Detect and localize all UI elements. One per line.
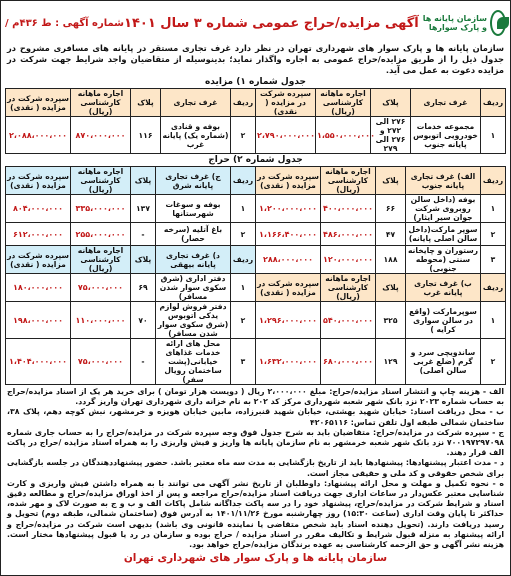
table-cell: ۶۸۰،۰۰۰،۰۰۰ (321, 339, 376, 385)
table-cell: ۲ (231, 223, 256, 246)
table-cell: مجموعه خدمات خودرویی اتوبوس پایانه جنوب (411, 117, 481, 154)
table-row (6, 195, 506, 223)
table-cell: ۳ (231, 339, 256, 385)
organization-logo (419, 10, 506, 36)
table2-subheader-cell: پلاک (131, 246, 156, 274)
table-cell: ۶۶ (376, 195, 406, 223)
table2-subheader-cell: سپرده شرکت در مزایده ( نقدی) (6, 246, 71, 274)
table1-title: جدول شماره ۱) مزایده (204, 77, 307, 87)
table-cell: ۱ (231, 274, 256, 302)
table-cell: سوپرمارکت (واقع در سالن سواری کرایه ) (406, 302, 481, 339)
table-cell: ۱۲۰،۰۰۰،۰۰۰ (321, 246, 376, 274)
table-cell: ۱۲۹ (376, 339, 406, 385)
table-cell: ۲ (481, 223, 506, 246)
table1-header-cell: اجاره ماهانه کارشناسی (ریال) (71, 89, 131, 117)
table-cell: ۴۸۶،۰۰۰،۰۰۰ (321, 223, 376, 246)
notes-section (7, 387, 504, 550)
table-cell: ۲۵۵،۰۰۰،۰۰۰ (71, 223, 131, 246)
table-cell: ۳۲۵ (376, 302, 406, 339)
table1-header-cell: ردیف (231, 89, 256, 117)
table2-subheader-cell: ردیف (231, 246, 256, 274)
table-cell: ۱ (481, 117, 506, 154)
table2-header-cell: ج) غرف تجاری پایانه شرق (156, 167, 231, 195)
table2-subheader-cell: اجاره ماهانه کارشناسی (ریال) (321, 274, 376, 302)
table-cell: ۱ (481, 302, 506, 339)
table2-header-cell: اجاره ماهانه کارشناسی (ریال) (71, 167, 131, 195)
table-row (6, 274, 506, 302)
table-cell: بوفه و سوغات شهرستانها (156, 195, 231, 223)
table2-header-cell: سپرده شرکت در مزایده ( نقدی) (256, 167, 321, 195)
table1-header-cell: ردیف (481, 89, 506, 117)
table2-header-cell: پلاک (131, 167, 156, 195)
leaf-logo-icon (490, 10, 506, 36)
intro-paragraph: سازمان پایانه ها و پارک سوار های شهرداری تهران در نظر دارد غرف تجاری مستقر در پایانه های مسافری مشروح در جدول ذیل را از طریق مزایده/حراج عمومی به اجاره واگذار نماید؛ بدینوسیله از متقاضیان واجد شرایط جهت شرکت در مزایده دعوت به عمل می آید. (7, 43, 504, 75)
table-cell: ۱۱۶ (131, 117, 161, 154)
table-cell: بوفه و قنادی (شماره یک) پایانه غرب (161, 117, 231, 154)
note-deposit: ج - سپرده شرکت در مزایده/حراج: متقاضیان باید به شرح جدول فوق وجه سپرده شرکت در مزایده/حراج را به حساب جاری شماره ۷۰۰۱۹۷۲۹۷۰۹۸ نزد بانک شهر شعبه خرمشهر به نام سازمان پایانه ها واریز و فیش واریزی را به همراه اسناد مزایده /حراج در پاکت الف قرار دهند. (7, 427, 504, 458)
table-cell: ۱۹۸،۰۰۰،۰۰۰ (6, 302, 71, 339)
table-cell: ۲ (231, 117, 256, 154)
table-cell: محل های ارائه خدمات غذاهای خیابانی(پشت ساختمان رویال سفر) (156, 339, 231, 385)
footer-signature: سازمان پایانه ها و پارک سوار های شهرداری تهران (123, 552, 388, 565)
table-row (6, 246, 506, 274)
table-cell: ۸۰۴،۰۰۰،۰۰۰ (6, 195, 71, 223)
table-cell: ۸۷۰،۰۰۰،۰۰۰ (71, 117, 131, 154)
table-cell: ۱ (231, 195, 256, 223)
table-cell: ۴۷ (376, 223, 406, 246)
table-cell: دفتر فروش لوازم یدکی اتوبوس (شرق سکوی سوار شدن مسافر) (156, 302, 231, 339)
table-cell: ۱۳۷ (131, 195, 156, 223)
table1-header-cell: اجاره ماهانه کارشناسی (ریال) (316, 89, 371, 117)
table-cell: دفتر اداری (شرق سکوی سوار شدن مسافر) (156, 274, 231, 302)
table2-header-cell: اجاره ماهانه کارشناسی (ریال) (321, 167, 376, 195)
table-row (6, 223, 506, 246)
table-row (6, 117, 506, 154)
table1-header-row (6, 89, 506, 117)
notice-title: آگهی مزایده/حراج عمومی شماره ۳ سال ۱۴۰۱ (124, 15, 419, 31)
table-cell: رستوران و چایخانه سنتی (محوطه جنوبی) (406, 246, 481, 274)
header (5, 4, 506, 42)
table2-header-cell: سپرده شرکت در مزایده ( نقدی) (6, 167, 71, 195)
table-cell: ۱۱۰،۰۰۰،۰۰۰ (71, 302, 131, 339)
note-validity: د - مدت اعتبار پیشنهادها: پیشنهادها باید از تاریخ بازگشایی به مدت سه ماه معتبر باشد. حضور پیشنهاددهندگان در جلسه بازگشایی برای شخص حقوقی و کد ملی و حقیقی مجاز است. (7, 458, 504, 478)
table2-subheader-cell: ردیف (481, 274, 506, 302)
table-cell: سوپر مارکت(داخل سالن اصلی پایانه) (406, 223, 481, 246)
table-cell: ۷۵،۰۰۰،۰۰۰ (71, 339, 131, 385)
table-cell: ۲۸۸،۰۰۰،۰۰۰ (256, 246, 321, 274)
table1-header-cell: غرف تجاری (161, 89, 231, 117)
tender-table (5, 166, 506, 385)
table2-subheader-cell: د) غرف تجاری پایانه بیهقی (156, 246, 231, 274)
table-cell: بوفه (داخل سالن روبروی شرکت جوان سیر ایثار) (406, 195, 481, 223)
auction-table (5, 88, 506, 154)
table2-header-cell: پلاک (376, 167, 406, 195)
ad-number: شماره آگهی : ط ۴۳۶م / (5, 17, 125, 29)
table2-header-cell: الف) غرف تجاری پایانه جنوب (406, 167, 481, 195)
note-submission: ه - نحوه تکمیل و مهلت و محل ارائه پیشنهاد: داوطلبان از تاریخ نشر آگهی می توانند با به همراه داشتن فیش واریزی و کارت شناسایی معتبر عکس‌دار در ساعات اداری جهت دریافت اسناد مزایده/حراج مراجعه و پس از اخذ اوراق مزایده/حراج و مطالعه دقیق اسناد و شرایط شرکت در مزایده/حراج، پیشنهاد خود را در سه پاکت جداگانه شامل پاکات الف و ب و ج به صورت لاک و مهر شده، حداکثر تا پایان وقت اداری (ساعت ۱۵:۳۰) روز چهارشنبه مورخ ۱۴۰۱/۱۱/۲۶ به آدرس فوق (ساختمان شمالی، طبقه دوم) تحویل و رسید دریافت دارند. (تحویل دهنده اسناد باید شخص متقاضی یا نماینده قانونی وی باشد) بدیهی است شرکت در مزایده/حراج و ارائه پیشنهاد به منزله قبول شرایط و تکالیف مقرر در اسناد مزایده / حراج بوده و سازمان در رد یا قبول پیشنهادها مختار است. هزینه نشر آگهی و حق الزحمه کارشناسی به عهده برندگان مزایده/حراج خواهد بود. (7, 478, 504, 550)
table-cell: ۲۷۶ الی ۲۷۲ و ۲۷۶ الی ۲۷۹ (371, 117, 411, 154)
table2-subheader-cell: اجاره ماهانه کارشناسی (ریال) (71, 246, 131, 274)
table-cell: ۷۵،۰۰۰،۰۰۰ (71, 274, 131, 302)
table2-header-cell: ردیف (481, 167, 506, 195)
table1-header-cell: سپرده شرکت در مزایده ( نقدی) (6, 89, 71, 117)
table-cell: ۳ (481, 246, 506, 274)
table2-subheader-cell: سپرده شرکت در مزایده ( نقدی) (256, 274, 321, 302)
table1-header-cell: پلاک (131, 89, 161, 117)
table-cell: - (131, 223, 156, 246)
table-cell: باغ آتلیه (سرخه حصار) (156, 223, 231, 246)
table-cell: ۵۴۰،۰۰۰،۰۰۰ (321, 302, 376, 339)
note-fee: الف - هزینه چاپ و انتشار اسناد مزایده/حراج: مبلغ ۲،۰۰۰،۰۰۰ ریال ( دویست هزار تومان ) برای خرید هر یک از اسناد مزایده/حراج به حساب شماره ۲۰۲۳ نزد بانک شهر شعبه شهرداری مرکز کد ۲۰۲ به نام خزانه داری شهرداری تهران واریز گردد. (7, 387, 505, 407)
table-row (6, 339, 506, 385)
logo-text: سازمان پایانه ها و پارک سوارها (422, 14, 487, 32)
table-cell: ۱۸۸ (376, 246, 406, 274)
table-cell: ۴۰۰،۰۰۰،۰۰۰ (321, 195, 376, 223)
table-row (6, 302, 506, 339)
table2-header-cell: ردیف (231, 167, 256, 195)
table1-header-cell: سپرده شرکت در مزایده ( نقدی) (256, 89, 316, 117)
table-cell: ۷۰ (131, 302, 156, 339)
table-cell: ۶۱۲،۰۰۰،۰۰۰ (6, 223, 71, 246)
table-cell: ۱،۲۰۰،۰۰۰،۰۰۰ (256, 195, 321, 223)
table-cell: ۱،۴۰۴،۰۰۰،۰۰۰ (6, 339, 71, 385)
table-cell: ۱۸۰،۰۰۰،۰۰۰ (6, 274, 71, 302)
table-cell: ۲ (231, 302, 256, 339)
table-cell: ۳۳۵،۰۰۰،۰۰۰ (71, 195, 131, 223)
table2-subheader-cell: ب) غرف تجاری پایانه غرب (406, 274, 481, 302)
table-cell: ساندویچی سرد و گرم (ضلع غربی سالن اصلی) (406, 339, 481, 385)
table2-header-row (6, 167, 506, 195)
table1-header-cell: پلاک (371, 89, 411, 117)
table-cell: ۱،۱۶۶،۴۰۰،۰۰۰ (256, 223, 321, 246)
table-cell: ۲،۰۸۸،۰۰۰،۰۰۰ (6, 117, 71, 154)
table-cell: ۱ (481, 195, 506, 223)
table-cell: ۱،۶۳۲،۰۰۰،۰۰۰ (256, 339, 321, 385)
table-cell: - (131, 339, 156, 385)
table2-title: جدول شماره ۲) حراج (208, 155, 303, 165)
table-cell: ۱،۵۵۰،۰۰۰،۰۰۰ (316, 117, 371, 154)
table-cell: ۱،۲۹۶،۰۰۰،۰۰۰ (256, 302, 321, 339)
table-cell: ۲ (481, 339, 506, 385)
note-address: ب - محل دریافت اسناد: خیابان شهید بهشتی، خیابان شهید قنبرزاده، مابین خیابان هویزه و خرمشهر، نبش کوچه دهم، پلاک ۳۸، ساختمان شمالی طبقه اول تلفن تماس: ۴۲۰۶۵۱۱۶ (7, 407, 504, 427)
table-cell: ۶۹ (131, 274, 156, 302)
table2-subheader-cell: پلاک (376, 274, 406, 302)
table1-header-cell: غرف تجاری (411, 89, 481, 117)
table-cell: ۲،۷۹۰،۰۰۰،۰۰۰ (256, 117, 316, 154)
